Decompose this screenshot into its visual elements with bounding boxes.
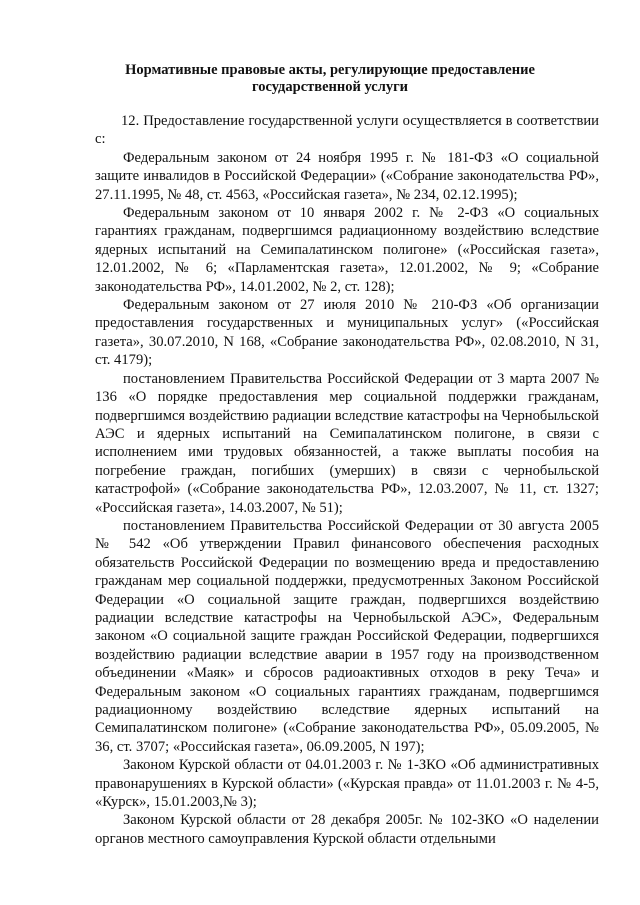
- document-body: [95, 112, 599, 848]
- paragraph-government-decree-542: постановлением Правительства Российской Федерации от 30 августа 2005 № 542 «Об утверждении Правил финансового обеспечения расходных обязательств Российской Федерации по возмещению вреда и предоставлению гражданам мер социальной поддержки, предусмотренных Законом Российской Федерации «О социальной защите граждан, подвергшихся воздействию радиации вследствие катастрофы на Чернобыльской АЭС», Федеральным законом «О социальной защите граждан Российской Федерации, подвергшихся воздействию радиации вследствие аварии в 1957 году на производственном объединении «Маяк» и сбросов радиоактивных отходов в реку Теча» и Федеральным законом «О социальных гарантиях гражданам, подвергшимся радиационному воздействию вследствие ядерных испытаний на Семипалатинском полигоне» («Собрание законодательства РФ», 05.09.2005, № 36, ст. 3707; «Российская газета», 06.09.2005, N 197);: [95, 517, 599, 755]
- document-title-line-2: государственной услуги: [251, 79, 409, 95]
- document-title: [100, 62, 560, 96]
- paragraph-clause-12: 12. Предоставление государственной услуги осуществляется в соответствии с:: [95, 113, 599, 148]
- paragraph-government-decree-136: постановлением Правительства Российской Федерации от 3 марта 2007 № 136 «О порядке предоставления мер социальной поддержки гражданам, подвергшимся воздействию радиации вследствие катастрофы на Чернобыльской АЭС и ядерных испытаний на Семипалатинском полигоне, в связи с исполнением ими трудовых обязанностей, а также выплаты пособия на погребение граждан, погибших (умерших) в связи с чернобыльской катастрофой» («Собрание законодательства РФ», 12.03.2007, № 11, ст. 1327; «Российская газета», 14.03.2007, № 51);: [95, 370, 599, 516]
- paragraph-kursk-law-1-zko: Законом Курской области от 04.01.2003 г. № 1-ЗКО «Об административных правонарушениях в Курской области» («Курская правда» от 11.01.2003 г. № 4-5, «Курск», 15.01.2003,№ 3);: [95, 757, 599, 811]
- paragraph-kursk-law-102-zko: Законом Курской области от 28 декабря 2005г. № 102-ЗКО «О наделении органов местного самоуправления Курской области отдельными: [95, 812, 599, 847]
- paragraph-federal-law-181: Федеральным законом от 24 ноября 1995 г. № 181-ФЗ «О социальной защите инвалидов в Российской Федерации» («Собрание законодательства РФ», 27.11.1995, № 48, ст. 4563, «Российская газета», № 234, 02.12.1995);: [95, 149, 599, 203]
- document-title-line-1: Нормативные правовые акты, регулирующие предоставление: [125, 62, 535, 78]
- paragraph-federal-law-2: Федеральным законом от 10 января 2002 г. № 2-ФЗ «О социальных гарантиях гражданам, подвергшимся радиационному воздействию вследствие ядерных испытаний на Семипалатинском полигоне» («Российская газета», 12.01.2002, № 6; «Парламентская газета», 12.01.2002, № 9; «Собрание законодательства РФ», 14.01.2002, № 2, ст. 128);: [95, 205, 599, 295]
- paragraph-federal-law-210: Федеральным законом от 27 июля 2010 № 210-ФЗ «Об организации предоставления государственных и муниципальных услуг» («Российская газета», 30.07.2010, N 168, «Собрание законодательства РФ», 02.08.2010, N 31, ст. 4179);: [95, 297, 599, 369]
